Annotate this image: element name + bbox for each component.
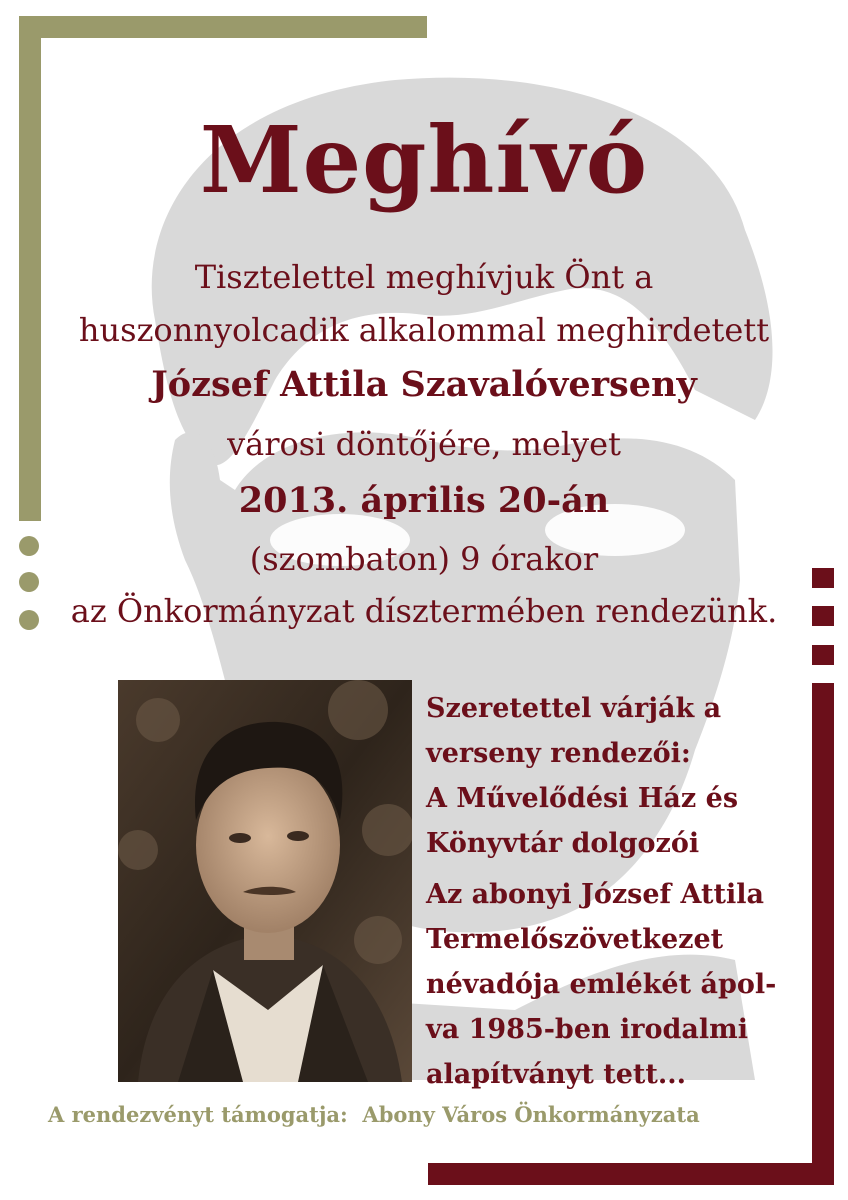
intro-line-4: városi döntőjére, melyet xyxy=(227,425,621,463)
intro-line-1: Tisztelettel meghívjuk Önt a xyxy=(194,258,654,296)
decorative-bar-bottom xyxy=(428,1163,834,1185)
decorative-square xyxy=(812,645,834,665)
foundation-block xyxy=(426,872,812,1097)
organizers-line-3: A Művelődési Ház és xyxy=(426,783,739,814)
sponsor-label: A rendezvényt támogatja: xyxy=(48,1102,348,1127)
foundation-line-3: névadója emlékét ápol- xyxy=(426,969,777,1000)
foundation-line-1: Az abonyi József Attila xyxy=(426,879,764,910)
event-venue: az Önkormányzat dísztermében rendezünk. xyxy=(70,592,778,630)
decorative-bar-right xyxy=(812,683,834,1185)
sponsor-name: Abony Város Önkormányzata xyxy=(362,1102,700,1127)
foundation-line-2: Termelőszövetkezet xyxy=(426,924,724,955)
organizers-block xyxy=(426,686,812,866)
organizers-line-4: Könyvtár dolgozói xyxy=(426,828,700,859)
organizers-line-1: Szeretettel várják a xyxy=(426,693,722,724)
decorative-bar-top xyxy=(19,16,427,38)
foundation-line-5: alapítványt tett... xyxy=(426,1059,687,1090)
intro-line-2: huszonnyolcadik alkalommal meghirdetett xyxy=(78,311,770,349)
portrait-photo xyxy=(118,680,412,1082)
event-date: 2013. április 20-án xyxy=(238,480,610,521)
event-name: József Attila Szavalóverseny xyxy=(151,364,697,405)
page-title: Meghívó xyxy=(199,106,649,214)
event-time: (szombaton) 9 órakor xyxy=(249,540,599,578)
foundation-line-4: va 1985-ben irodalmi xyxy=(426,1014,748,1045)
sponsor-footer xyxy=(48,1102,700,1127)
organizers-line-2: verseny rendezői: xyxy=(426,738,691,769)
